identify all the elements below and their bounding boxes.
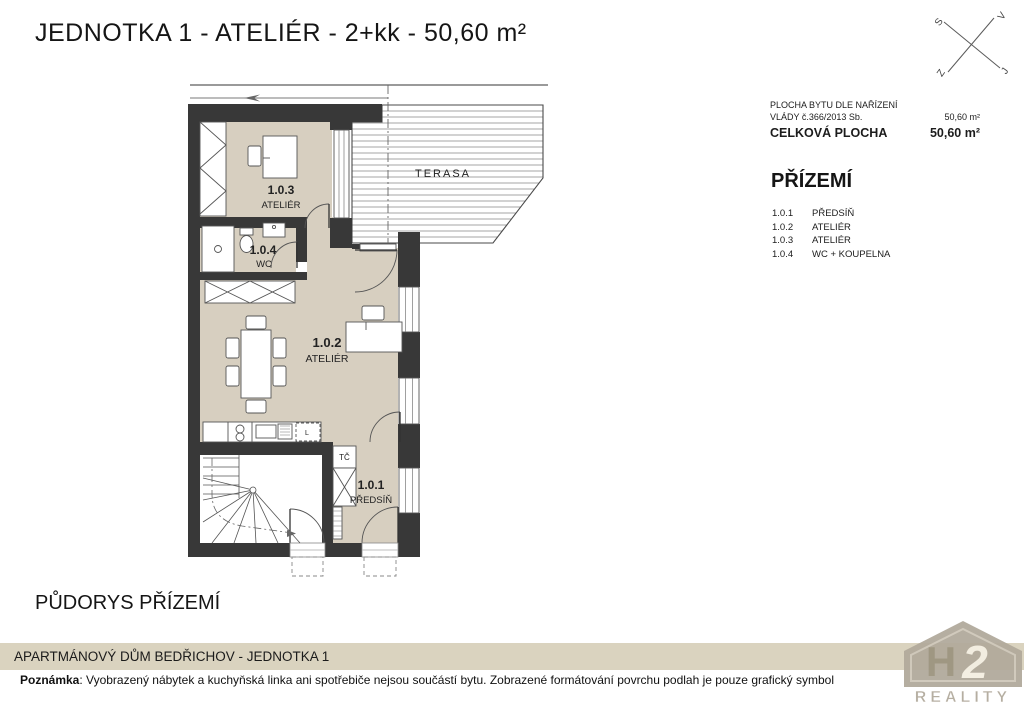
logo-letter-h: H xyxy=(925,638,957,685)
footer-bar xyxy=(0,643,1024,670)
room-102-number: 1.0.2 xyxy=(312,335,342,350)
terrace-label: TERASA xyxy=(414,168,472,180)
note-label: Poznámka xyxy=(20,673,80,687)
room-102-name: ATELIÉR xyxy=(305,353,349,365)
footer-note xyxy=(20,673,834,687)
room-104-name: WC xyxy=(256,259,272,270)
total-area-label: CELKOVÁ PLOCHA xyxy=(770,126,888,140)
room-name: PŘEDSÍŇ xyxy=(812,208,855,219)
h2-reality-logo xyxy=(903,620,1024,706)
compass-west: Z xyxy=(935,67,948,79)
kitchen-counter xyxy=(203,422,321,442)
room-103-number: 1.0.3 xyxy=(267,183,295,197)
staircase xyxy=(203,455,300,543)
logo-letter-2: 2 xyxy=(962,636,988,688)
regulation-label-line2: VLÁDY č.366/2013 Sb. xyxy=(770,112,863,122)
room-list-row xyxy=(772,248,890,262)
room-name: WC + KOUPELNA xyxy=(812,248,891,260)
wardrobe-103 xyxy=(200,122,226,216)
area-panel xyxy=(770,99,980,142)
roof-eave-lines xyxy=(190,85,548,102)
room-list-row xyxy=(772,234,890,248)
room-104-number: 1.0.4 xyxy=(249,243,277,257)
fridge-label: L xyxy=(305,430,309,437)
plan-caption: PŮDORYS PŘÍZEMÍ xyxy=(35,592,221,614)
heat-pump-label: TČ xyxy=(339,453,350,462)
project-title: APARTMÁNOVÝ DŮM BEDŘICHOV - JEDNOTKA 1 xyxy=(14,649,330,664)
regulation-label-line1: PLOCHA BYTU DLE NAŘÍZENÍ xyxy=(770,100,898,110)
room-list-row xyxy=(772,207,890,221)
wardrobe-102 xyxy=(205,281,295,303)
logo-text: REALITY xyxy=(914,689,1012,706)
note-text: : Vyobrazený nábytek a kuchyňská linka ani spotřebiče nejsou součástí bytu. Zobrazené formátování povrchu podlah je pouze grafický symbol xyxy=(79,673,834,687)
total-area-value: 50,60 m² xyxy=(929,126,980,140)
room-number: 1.0.3 xyxy=(772,235,794,246)
room-101-name: PŘEDSÍŇ xyxy=(349,495,393,506)
floor-heading: PŘÍZEMÍ xyxy=(771,170,853,192)
room-103-name: ATELIÉR xyxy=(261,200,301,211)
room-name: ATELIÉR xyxy=(812,235,851,246)
compass-south: J xyxy=(999,66,1012,77)
page-title: JEDNOTKA 1 - ATELIÉR - 2+kk - 50,60 m² xyxy=(35,19,527,47)
room-number: 1.0.1 xyxy=(772,208,794,219)
room-number: 1.0.2 xyxy=(772,221,794,233)
compass-east: V xyxy=(995,10,1009,23)
room-name: ATELIÉR xyxy=(812,221,851,233)
room-number: 1.0.4 xyxy=(772,248,794,260)
room-list-row xyxy=(772,221,890,235)
room-list xyxy=(772,207,890,261)
room-101-number: 1.0.1 xyxy=(357,478,385,492)
compass-icon xyxy=(926,6,1016,82)
regulation-area-value: 50,60 m² xyxy=(944,112,980,122)
compass-north: S xyxy=(932,16,946,29)
